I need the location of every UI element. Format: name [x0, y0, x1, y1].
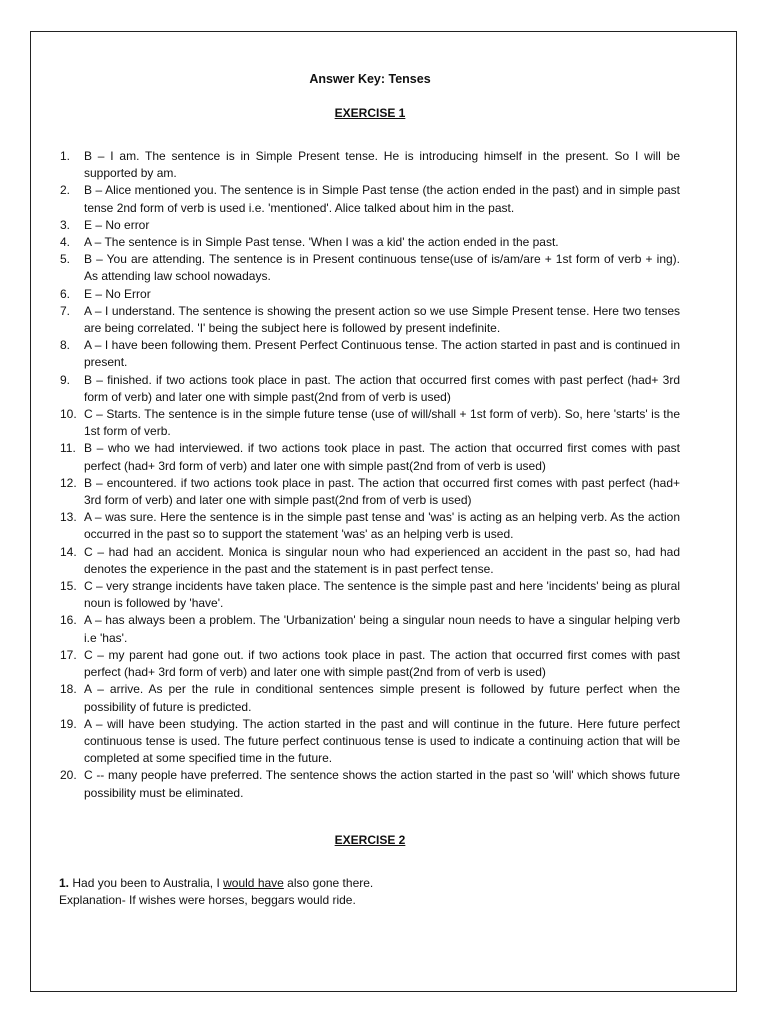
answer-text: B – You are attending. The sentence is in Present continuous tense(use of is/am/are + 1st form of verb + ing). As attending law school nowadays.	[84, 252, 680, 284]
answer-number: 20.	[60, 768, 77, 783]
exercise-2-answer-1	[59, 875, 659, 892]
answer-item	[60, 612, 680, 646]
exercise-2-explanation: Explanation- If wishes were horses, beggars would ride.	[59, 893, 356, 908]
answer-item	[60, 716, 680, 768]
answer-number: 6.	[60, 286, 71, 301]
exercise-2-content	[59, 875, 659, 909]
answer-text: A – will have been studying. The action started in the past and will continue in the future. Here future perfect continuous tense is used. The future perfect continuous tense is used to indicate a continuing action that will be completed at some specified time in the future.	[84, 716, 680, 766]
answer-text: A – I have been following them. Present Perfect Continuous tense. The action started in past and is continued in present.	[84, 338, 680, 370]
answer-item	[60, 372, 680, 406]
answer-text: C – my parent had gone out. if two actions took place in past. The action that occurred first comes with past perfect (had+ 3rd form of verb) and later one with simple past(2nd from of verb is used)	[84, 647, 680, 680]
answer-text: B – Alice mentioned you. The sentence is in Simple Past tense (the action ended in the past) and in simple past tense 2nd form of verb is used i.e. 'mentioned'. Alice talked about him in the past.	[84, 183, 680, 215]
answer-text: A – arrive. As per the rule in conditional sentences simple present is followed by future perfect when the possibility of future is predicted.	[84, 682, 680, 714]
answer-text: A – I understand. The sentence is showing the present action so we use Simple Present tense. Here two tenses are being correlated. 'I' being the subject here is followed by present indefinite.	[84, 303, 680, 336]
answer-text: B – encountered. if two actions took place in past. The action that occurred first comes with past perfect (had+ 3rd form of verb) and later one with simple past(2nd from of verb is used)	[84, 475, 680, 508]
answer-number: 3.	[60, 217, 71, 232]
answer-number: 9.	[60, 372, 71, 387]
answer-number: 10.	[60, 407, 77, 422]
answer-text: C -- many people have preferred. The sentence shows the action started in the past so 'will' which shows future possibility must be eliminated.	[84, 768, 680, 800]
answer-text: A – has always been a problem. The 'Urbanization' being a singular noun needs to have a singular helping verb i.e 'has'.	[84, 613, 680, 645]
answer-item	[60, 337, 680, 371]
answer-item	[60, 406, 680, 440]
answer-number: 12.	[60, 475, 77, 490]
answer-text-before: Had you been to Australia, I	[69, 876, 224, 890]
answer-number: 1.	[60, 149, 71, 163]
answer-item	[60, 182, 680, 216]
answer-number: 2.	[60, 183, 71, 198]
answer-text: C – had had an accident. Monica is singular noun who had experienced an accident in the past so, had had denotes the experience in the past and the statement is in past perfect tense.	[84, 544, 680, 576]
answer-item	[60, 509, 680, 543]
answer-item	[60, 251, 680, 285]
exercise-2-heading: EXERCISE 2	[334, 833, 406, 847]
answer-item	[60, 767, 680, 801]
answer-number: 14.	[60, 544, 77, 559]
answer-number: 11.	[60, 441, 76, 456]
answer-item	[60, 440, 680, 474]
answer-item	[60, 148, 680, 182]
answer-text: A – was sure. Here the sentence is in the simple past tense and 'was' is acting as an helping verb. As the action occurred in the past so to support the statement 'was' as an helping verb is used.	[84, 510, 680, 542]
answer-item	[60, 578, 680, 612]
answer-number: 5.	[60, 252, 71, 267]
answer-number: 7.	[60, 303, 71, 318]
answer-text: B – who we had interviewed. if two actions took place in past. The action that occurred first comes with past perfect (had+ 3rd form of verb) and later one with simple past(2nd from of verb is used)	[84, 441, 680, 473]
answer-text-after: also gone there.	[283, 876, 374, 890]
answer-number: 4.	[60, 235, 71, 250]
answer-text: A – The sentence is in Simple Past tense. 'When I was a kid' the action ended in the past.	[84, 235, 559, 250]
answer-item	[60, 286, 680, 303]
answer-number: 13.	[60, 510, 77, 525]
answer-number: 16.	[60, 613, 77, 628]
answer-number: 1.	[59, 876, 70, 890]
answer-number: 15.	[60, 579, 77, 594]
answer-item	[60, 544, 680, 578]
answer-text: C – Starts. The sentence is in the simple future tense (use of will/shall + 1st form of verb). So, here 'starts' is the 1st form of verb.	[84, 407, 680, 439]
answer-item	[60, 647, 680, 681]
answer-number: 18.	[60, 682, 77, 697]
answer-item	[60, 475, 680, 509]
answer-text: B – I am. The sentence is in Simple Present tense. He is introducing himself in the present. So I will be supported by am.	[84, 149, 680, 181]
exercise-1-answer-list	[60, 148, 680, 802]
answer-text: B – finished. if two actions took place in past. The action that occurred first comes with past perfect (had+ 3rd form of verb) and later one with simple past(2nd from of verb is used)	[84, 372, 680, 404]
exercise-1-heading: EXERCISE 1	[334, 106, 406, 120]
answer-text: E – No Error	[84, 286, 151, 301]
answer-text: E – No error	[84, 217, 150, 232]
answer-item	[60, 303, 680, 337]
answer-number: 8.	[60, 338, 71, 353]
answer-item	[60, 217, 680, 234]
answer-item	[60, 234, 680, 251]
answer-text: C – very strange incidents have taken place. The sentence is the simple past and here 'incidents' being as plural noun is followed by 'have'.	[84, 579, 680, 611]
answer-item	[60, 681, 680, 715]
answer-underlined-text: would have	[223, 876, 284, 890]
answer-number: 19.	[60, 716, 77, 731]
document-title: Answer Key: Tenses	[309, 72, 431, 86]
answer-number: 17.	[60, 647, 77, 662]
